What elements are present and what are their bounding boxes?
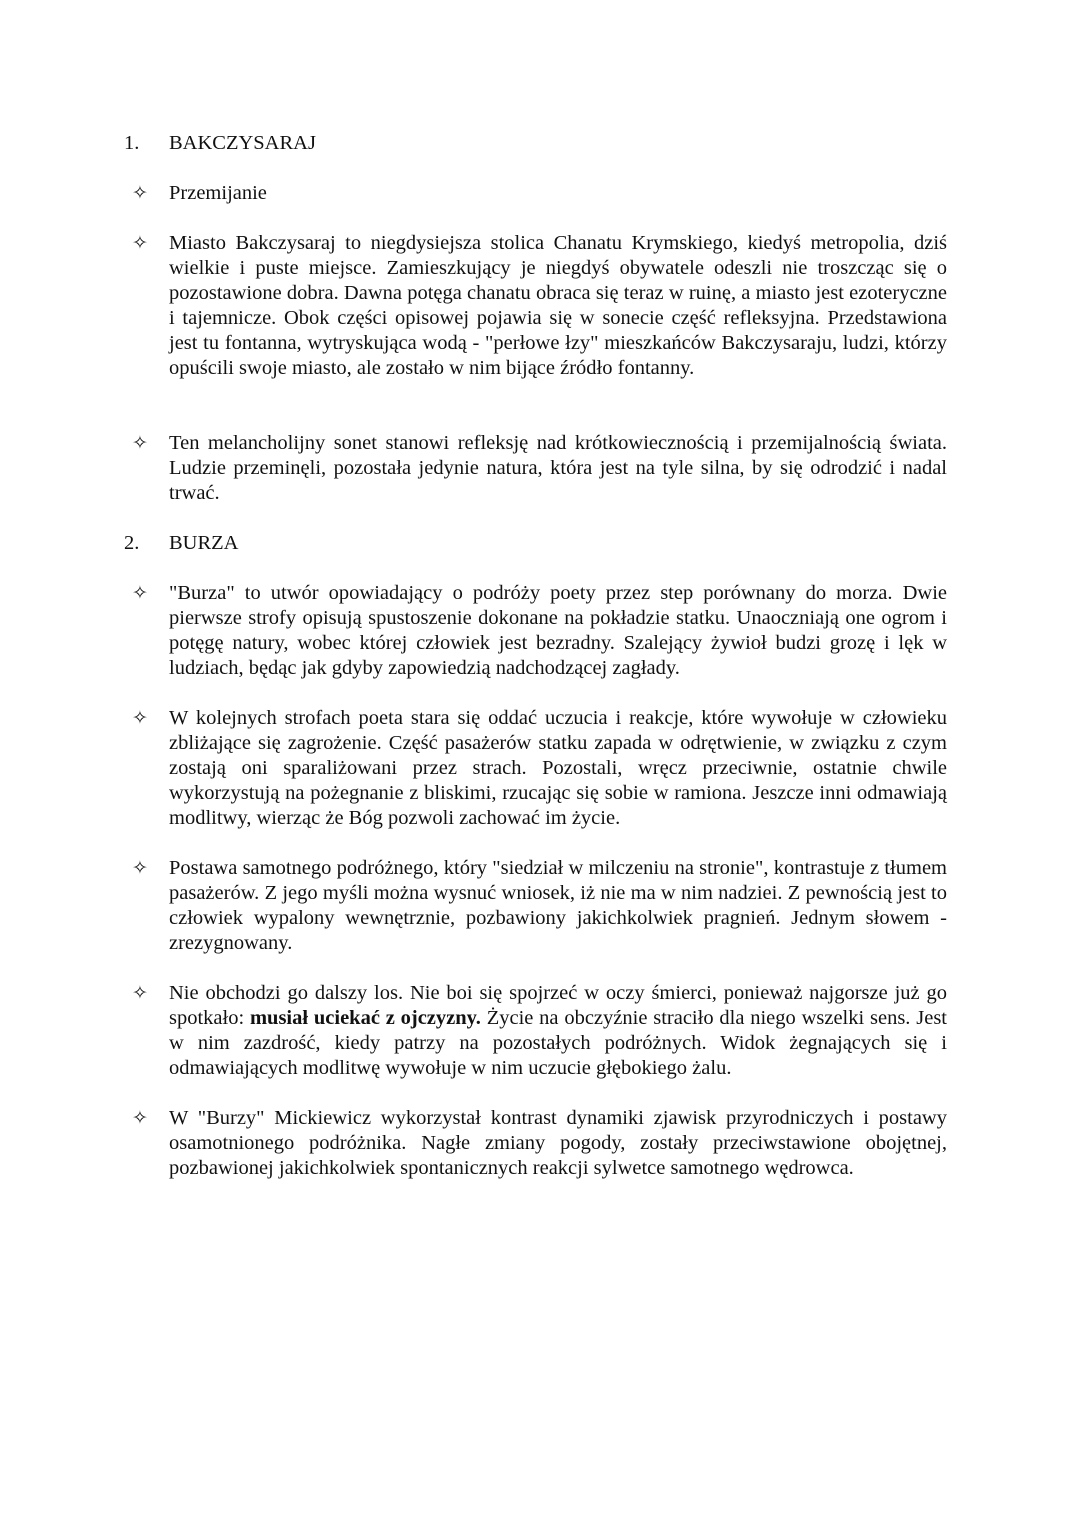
diamond-bullet-icon: ✧ [132,708,148,729]
section-title: BAKCZYSARAJ [169,132,316,154]
diamond-bullet-icon: ✧ [132,1108,148,1129]
diamond-bullet-icon: ✧ [132,983,148,1004]
paragraph: "Burza" to utwór opowiadający o podróży poety przez step porównany do morza. Dwie pierwsze strofy opisują spustoszenie dokonane na pokładzie statku. Unaoczniają one ogrom i potęgę natury, wobec której człowiek jest bezradny. Szalejący żywioł budzi grozę i lęk w ludziach, będąc jak gdyby zapowiedzią nadchodzącej zagłady. [169,582,947,679]
section-number: 1. [124,132,140,154]
diamond-bullet-icon: ✧ [132,858,148,879]
paragraph: Miasto Bakczysaraj to niegdysiejsza stolica Chanatu Krymskiego, kiedyś metropolia, dziś wielkie i puste miejsce. Zamieszkujący je niegdyś obywatele odeszli nie troszcząc się o pozostawione dobra. Dawna potęga chanatu obraca się teraz w ruinę, a miasto jest ezoteryczne i tajemnicze. Obok części opisowej pojawia się w sonecie część refleksyjna. Przedstawiona jest tu fontanna, wytryskująca wodą - "perłowe łzy" mieszkańców Bakczysaraju, ludzi, którzy opuścili swoje miasto, ale zostało w nim bijące źródło fontanny. [169,232,947,379]
paragraph: Postawa samotnego podróżnego, który "siedział w milczeniu na stronie", kontrastuje z tłumem pasażerów. Z jego myśli można wysnuć wniosek, iż nie ma w nim nadziei. Z pewnością jest to człowiek wypalony wewnętrznie, pozbawiony jakichkolwiek pragnień. Jednym słowem - zrezygnowany. [169,857,947,954]
paragraph: W "Burzy" Mickiewicz wykorzystał kontrast dynamiki zjawisk przyrodniczych i postawy osamotnionego podróżnika. Nagłe zmiany pogody, zostały przeciwstawione obojętnej, pozbawionej jakichkolwiek spontanicznych reakcji sylwetce samotnego wędrowca. [169,1107,947,1179]
section-number: 2. [124,532,140,554]
bold-phrase: musiał uciekać z ojczyzny. [249,1007,481,1029]
section-title: BURZA [169,532,239,554]
paragraph-text: Nie obchodzi go dalszy los. Nie boi się spojrzeć w oczy śmierci, ponieważ najgorsze już go spotkało: [169,982,947,1029]
diamond-bullet-icon: ✧ [132,183,148,204]
diamond-bullet-icon: ✧ [132,583,148,604]
paragraph-text: Życie na obczyźnie straciło dla niego wszelki sens. Jest w nim zazdrość, kiedy patrzy na pozostałych podróżnych. Widok żegnających się i odmawiających modlitwę wywołuje w nim uczucie głębokiego żalu. [169,1007,947,1079]
paragraph: W kolejnych strofach poeta stara się oddać uczucia i reakcje, które wywołuje w człowieku zbliżające się zagrożenie. Część pasażerów statku zapada w odrętwienie, w związku z czym zostają oni sparaliżowani przez strach. Pozostali, wręcz przeciwnie, ostatnie chwile wykorzystują na pożegnanie z bliskimi, rzucając się sobie w ramiona. Jeszcze inni odmawiają modlitwy, wierząc że Bóg pozwoli zachować im życie. [169,707,947,829]
diamond-bullet-icon: ✧ [132,433,148,454]
diamond-bullet-icon: ✧ [132,233,148,254]
paragraph: Ten melancholijny sonet stanowi refleksję nad krótkowiecznością i przemijalnością świata. Ludzie przeminęli, pozostała jedynie natura, która jest na tyle silna, by się odrodzić i nadal trwać. [169,432,947,504]
paragraph: Przemijanie [169,182,267,204]
paragraph [169,981,947,1081]
